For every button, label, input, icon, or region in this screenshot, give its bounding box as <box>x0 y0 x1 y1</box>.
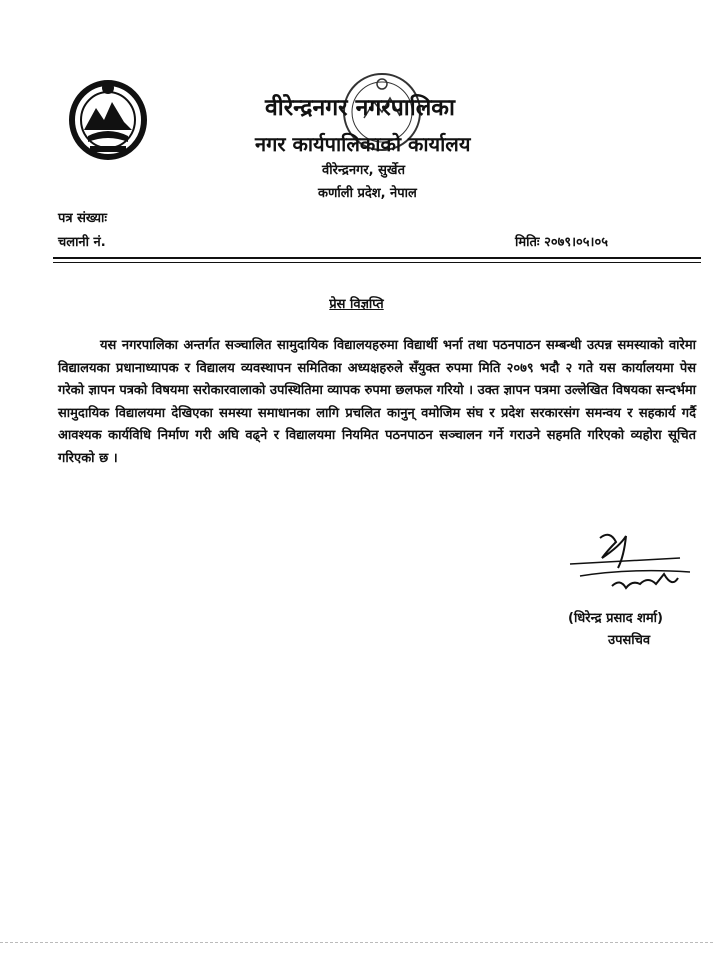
notice-body: यस नगरपालिका अन्तर्गत सञ्चालित सामुदायिक विद्यालयहरुमा विद्यार्थी भर्ना तथा पठनपाठन सम्बन्धी उत्पन्न समस्याको वारेमा विद्यालयका प्रधानाध्यापक र विद्यालय व्यवस्थापन समितिका अध्यक्षहरुले सँयुक्त रुपमा मिति २०७९ भदौ २ गते यस कार्यालयमा पेस गरेको ज्ञापन पत्रको विषयमा सरोकारवालाको उपस्थितिमा व्यापक रुपमा छलफल गरियो । उक्त ज्ञापन पत्रमा उल्लेखित विषयका सन्दर्भमा सामुदायिक विद्यालयमा देखिएका समस्या समाधानका लागि प्रचलित कानुन् वमोजिम संघ र प्रदेश सरकारसंग समन्वय र सहकार्य गर्दै आवश्यक कार्यविधि निर्माण गरी अघि वढ्ने र विद्यालयमा नियमित पठनपाठन सञ्चालन गर्ने गराउने सहमति गरिएको व्यहोरा सूचित गरिएको छ । <box>58 338 696 466</box>
dispatch-number-label: चलानी नं. <box>58 235 106 250</box>
footer-divider <box>0 942 713 944</box>
signatory-designation: उपसचिव <box>608 633 651 648</box>
date-label: मितिः २०७९।०५।०५ <box>515 235 609 250</box>
nepal-emblem-icon <box>68 78 148 160</box>
office-subtitle: नगर कार्यपालिकाको कार्यालय <box>255 132 471 156</box>
notice-heading: प्रेस विज्ञप्ति <box>329 297 384 312</box>
header-divider <box>53 257 701 259</box>
address-line-2: कर्णाली प्रदेश, नेपाल <box>318 186 417 201</box>
address-line-1: वीरेन्द्रनगर, सुर्खेत <box>322 163 405 178</box>
reference-number-label: पत्र संख्याः <box>58 211 108 226</box>
handwritten-signature <box>560 528 700 608</box>
office-name: वीरेन्द्रनगर नगरपालिका <box>265 95 455 121</box>
signatory-name: (धिरेन्द्र प्रसाद शर्मा) <box>568 611 663 626</box>
header-divider-thin <box>53 262 701 263</box>
